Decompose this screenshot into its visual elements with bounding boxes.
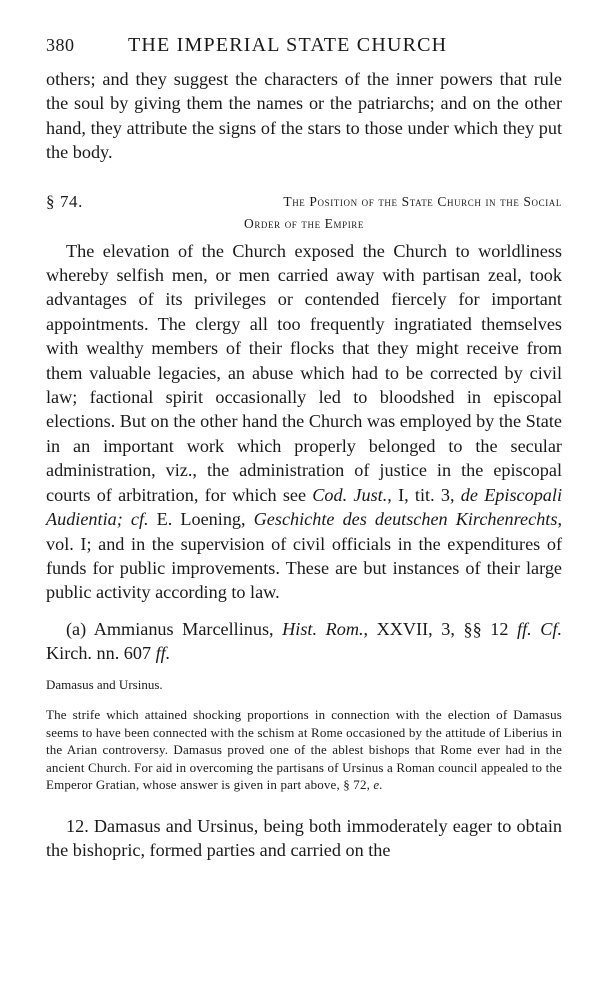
numbered-paragraph	[46, 814, 562, 863]
intro-paragraph: others; and they suggest the characters of the inner powers that rule the soul by giving them the names or the patriarchs; and on the other hand, they attribute the signs of the stars to those under which they put the body.	[46, 69, 562, 163]
section-title-line2: Order of the Empire	[243, 215, 365, 231]
section-number: § 74.	[46, 191, 83, 211]
section-body-text-2: , I, tit. 3,	[387, 484, 461, 505]
running-title: THE IMPERIAL STATE CHURCH	[128, 34, 448, 56]
source-citation	[46, 617, 562, 666]
citation-label: (a)	[66, 618, 87, 639]
numbered-paragraph-number: 12.	[66, 816, 89, 836]
running-head	[46, 34, 562, 64]
section-body	[46, 239, 562, 605]
page-number: 380	[46, 35, 75, 55]
section-body-text-4: , vol. I; and in the supervision of civil officials in the expenditures of funds for public improvements. These are but instances of their large public activity according to law.	[46, 509, 562, 603]
section-body-text-1: The elevation of the Church exposed the Church to worldliness whereby selfish men, or men carried away with partisan zeal, took advantages of its privileges or contended fiercely for important appointments. The clergy all too frequently ingratiated themselves with wealthy members of their flocks that they might receive from them valuable legacies, an abuse which had to be corrected by civil law; factional spirit occasionally led to bloodshed in episcopal elections. But on the other hand the Church was employed by the State in an important work which properly belonged to the secular administration, viz., the administration of justice in the episcopal courts of arbitration, for which see	[46, 240, 562, 505]
note-label: Damasus and Ursinus.	[46, 676, 163, 692]
note-text	[46, 706, 562, 794]
section-title-line1: The Position of the State Church in the Social	[283, 193, 562, 209]
citation-cf: Cf.	[540, 618, 563, 639]
citation-ref: , XXVII, 3, §§ 12	[363, 618, 518, 639]
citation-author: Ammianus Marcellinus,	[86, 618, 283, 639]
citation-ff-2: ff.	[155, 643, 171, 664]
citation-work: Hist. Rom.	[282, 618, 364, 639]
note-text-body: The strife which attained shocking proportions in connection with the election of Damasus seems to have been connected with the schism at Rome occasioned by the attitude of Liberius in the Arian controversy. Damasus proved one of the ablest bishops that Rome ever had in the ancient Church. For aid in overcoming the partisans of Ursinus a Roman council appealed to the Emperor Gratian, whose answer is given in part above, § 72,	[46, 707, 562, 793]
section-heading	[46, 191, 562, 235]
note-text-e: e.	[373, 777, 383, 793]
section-body-geschichte: Geschichte des deutschen Kirchenrechts	[253, 509, 558, 530]
citation-ff-1: ff.	[517, 618, 532, 639]
numbered-paragraph-text: Damasus and Ursinus, being both immoderately eager to obtain the bishopric, formed parties and carried on the	[46, 816, 562, 861]
citation-kirch: Kirch. nn. 607	[46, 643, 156, 664]
section-body-de-episcopali: de Episcopali Audientia; cf.	[46, 484, 562, 530]
section-body-cod: Cod. Just.	[312, 484, 388, 505]
book-page	[46, 34, 562, 881]
section-body-text-3: E. Loening,	[148, 509, 254, 530]
